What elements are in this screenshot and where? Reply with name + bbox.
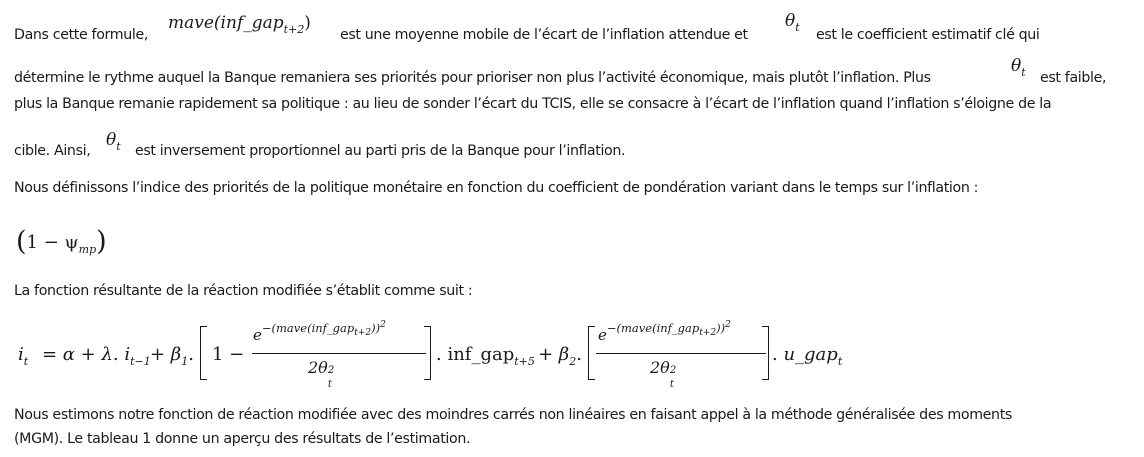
- eq-bracket-left-1: [200, 326, 207, 380]
- text-remanie-rapidement: plus la Banque remanie rapidement sa politique : au lieu de sonder l’écart du TCIS, elle se consacre à l’écart de l’inflation quand l’inflation s’éloigne de la: [14, 96, 1052, 112]
- eq-inf-gap: [436, 344, 535, 368]
- eq-numerator-2: [598, 320, 731, 344]
- paragraph1-line3: [14, 94, 1051, 114]
- eq-denom-sub-2: t: [669, 379, 674, 390]
- paragraph1-line1-middle: [340, 25, 748, 45]
- math-theta-sub: t: [1021, 66, 1026, 79]
- math-mave-inline: [168, 13, 311, 36]
- eq-u-gap: [772, 344, 843, 368]
- math-mave-close: ): [304, 13, 311, 33]
- math-theta-inline-3: [106, 130, 121, 153]
- eq-denom-sup-2: 2: [669, 365, 677, 376]
- math-psi-sub: mp: [78, 243, 97, 256]
- math-reaction-function: [18, 320, 843, 390]
- math-psi-text: 1 − ψ: [26, 232, 79, 253]
- text-moyenne-mobile: est une moyenne mobile de l’écart de l’inflation attendue et: [340, 27, 748, 43]
- eq-exp-text-2: −(mave(inf_gap: [606, 321, 700, 335]
- paragraph4-line1: [14, 405, 1012, 425]
- paragraph1-line1: [14, 25, 148, 45]
- eq-denominator-1: [308, 358, 336, 390]
- eq-part1-sub: t−1: [130, 355, 151, 368]
- eq-beta2: [538, 344, 582, 368]
- paragraph4-line2: [14, 429, 470, 449]
- eq-exp-close-2: )): [716, 321, 726, 335]
- eq-exp-sub-2: t+2: [699, 328, 717, 338]
- text-est-faible: est faible,: [1040, 70, 1107, 86]
- text-inversement-proportionnel: est inversement proportionnel au parti pris de la Banque pour l’inflation.: [135, 143, 626, 159]
- eq-one-minus: 1 −: [212, 344, 245, 365]
- paragraph1-line2-end: [1040, 68, 1106, 88]
- eq-denom-text-2: 2θ: [650, 358, 670, 377]
- text-cible-ainsi: cible. Ainsi,: [14, 143, 91, 159]
- eq-inf-gap-text: . inf_gap: [436, 344, 515, 365]
- eq-lhs-sub: t: [23, 355, 29, 368]
- math-theta-sub: t: [116, 140, 121, 153]
- eq-u-gap-text: . u_gap: [772, 344, 838, 365]
- eq-exp-text: −(mave(inf_gap: [261, 321, 355, 335]
- math-theta-inline-1: [785, 11, 800, 34]
- math-mave-text: mave(inf_gap: [168, 13, 284, 33]
- math-psi-expression: [16, 224, 107, 255]
- eq-denom-text: 2θ: [308, 358, 328, 377]
- math-close-paren: ): [96, 226, 107, 257]
- eq-bracket-right-1: [424, 326, 431, 380]
- eq-exp-sub: t+2: [354, 328, 372, 338]
- eq-fraction-bar-2: [596, 353, 766, 354]
- math-theta: θ: [785, 11, 796, 31]
- eq-u-gap-sub: t: [837, 355, 843, 368]
- eq-part1: = α + λ. i: [42, 344, 131, 365]
- text-dans-cette-formule: Dans cette formule,: [14, 27, 149, 43]
- math-theta-inline-2: [1011, 56, 1026, 79]
- eq-exponent-1: [261, 320, 386, 338]
- eq-denominator-2: [650, 358, 678, 390]
- eq-denom-sub: t: [327, 379, 332, 390]
- eq-numerator-1: [253, 320, 386, 344]
- eq-e: e: [253, 326, 262, 344]
- paragraph1-line4-end: [135, 141, 625, 161]
- eq-exp-sq: 2: [380, 320, 386, 330]
- eq-lhs: [18, 344, 29, 368]
- paragraph1-line1-end: [816, 25, 1040, 45]
- eq-exp-sq-2: 2: [725, 320, 731, 330]
- eq-e-2: e: [598, 326, 607, 344]
- paragraph1-line2: [14, 68, 931, 88]
- eq-alpha-lambda: [42, 344, 151, 368]
- eq-part3: + β: [538, 344, 570, 365]
- eq-bracket-right-2: [762, 326, 769, 380]
- eq-inf-gap-sub: t+5: [514, 355, 535, 368]
- math-theta-sub: t: [795, 21, 800, 34]
- text-coefficient-estimatif: est le coefficient estimatif clé qui: [816, 27, 1040, 43]
- eq-part3-sub: 2: [569, 355, 577, 368]
- eq-dot-2: .: [576, 344, 582, 365]
- paragraph2: [14, 178, 978, 198]
- eq-part2-sub: 1: [181, 355, 189, 368]
- eq-beta1: [150, 344, 194, 368]
- eq-lhs-i: i: [18, 344, 24, 365]
- text-mgm-tableau: (MGM). Le tableau 1 donne un aperçu des résultats de l’estimation.: [14, 431, 471, 447]
- eq-denom-sup: 2: [327, 365, 335, 376]
- math-theta: θ: [106, 130, 117, 150]
- text-moindres-carres: Nous estimons notre fonction de réaction modifiée avec des moindres carrés non linéaires en faisant appel à la méthode généralisée des moments: [14, 407, 1012, 423]
- paragraph1-line4: [14, 141, 90, 161]
- eq-exponent-2: [606, 320, 731, 338]
- eq-dot: .: [188, 344, 194, 365]
- eq-part2: + β: [150, 344, 182, 365]
- text-indice-priorites: Nous définissons l’indice des priorités de la politique monétaire en fonction du coefficient de pondération variant dans le temps sur l’inflation :: [14, 180, 979, 196]
- math-mave-sub: t+2: [283, 23, 305, 36]
- eq-fraction-bar-1: [252, 353, 426, 354]
- eq-bracket-left-2: [588, 326, 595, 380]
- text-fonction-resultante: La fonction résultante de la réaction modifiée s’établit comme suit :: [14, 283, 473, 299]
- eq-exp-close: )): [371, 321, 381, 335]
- math-open-paren: (: [16, 226, 27, 257]
- paragraph3: [14, 281, 472, 301]
- math-theta: θ: [1011, 56, 1022, 76]
- text-rythme: détermine le rythme auquel la Banque remaniera ses priorités pour prioriser non plus l’activité économique, mais plutôt l’inflation. Plus: [14, 70, 931, 86]
